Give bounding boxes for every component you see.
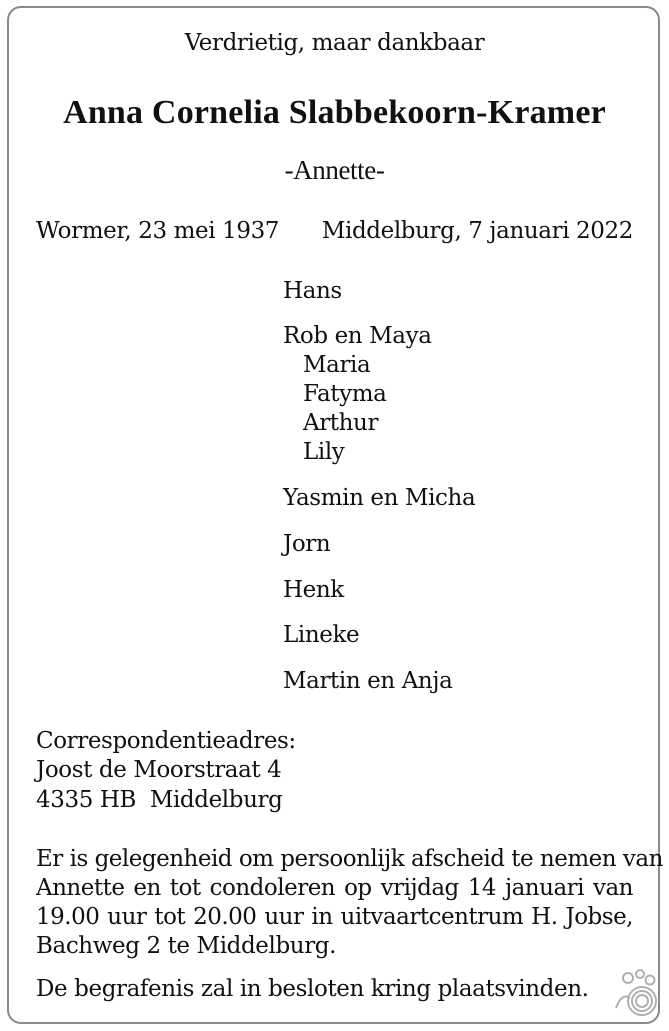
family-member: Jorn — [283, 531, 331, 557]
intro-text: Verdrietig, maar dankbaar — [184, 30, 485, 56]
family-member: Lineke — [283, 622, 360, 648]
farewell-line: Er is gelegenheid om persoonlijk afscheid te nemen van — [36, 846, 663, 872]
family-member: Hans — [283, 278, 342, 304]
grandchild: Fatyma — [303, 381, 387, 407]
nickname: -Annette- — [284, 155, 385, 185]
grandchild: Arthur — [303, 410, 379, 436]
deceased-name: Anna Cornelia Slabbekoorn-Kramer — [63, 94, 606, 131]
watermark-logo-icon — [612, 968, 662, 1018]
correspondence-label: Correspondentieadres: — [36, 728, 296, 754]
grandchild: Maria — [303, 352, 371, 378]
family-member: Martin en Anja — [283, 668, 453, 694]
correspondence-street: Joost de Moorstraat 4 — [36, 757, 282, 783]
family-member: Rob en Maya — [283, 323, 432, 349]
birth-place-date: Wormer, 23 mei 1937 — [36, 218, 280, 244]
correspondence-city: 4335 HB Middelburg — [36, 787, 283, 813]
farewell-line: 19.00 uur tot 20.00 uur in uitvaartcentrum H. Jobse, — [36, 904, 633, 930]
burial-notice: De begrafenis zal in besloten kring plaatsvinden. — [36, 976, 589, 1002]
grandchild: Lily — [303, 439, 345, 465]
death-place-date: Middelburg, 7 januari 2022 — [321, 218, 633, 244]
family-member: Henk — [283, 577, 344, 603]
family-member: Yasmin en Micha — [283, 485, 476, 511]
farewell-line: Annette en tot condoleren op vrijdag 14 januari van — [36, 875, 633, 901]
farewell-line: Bachweg 2 te Middelburg. — [36, 933, 337, 959]
